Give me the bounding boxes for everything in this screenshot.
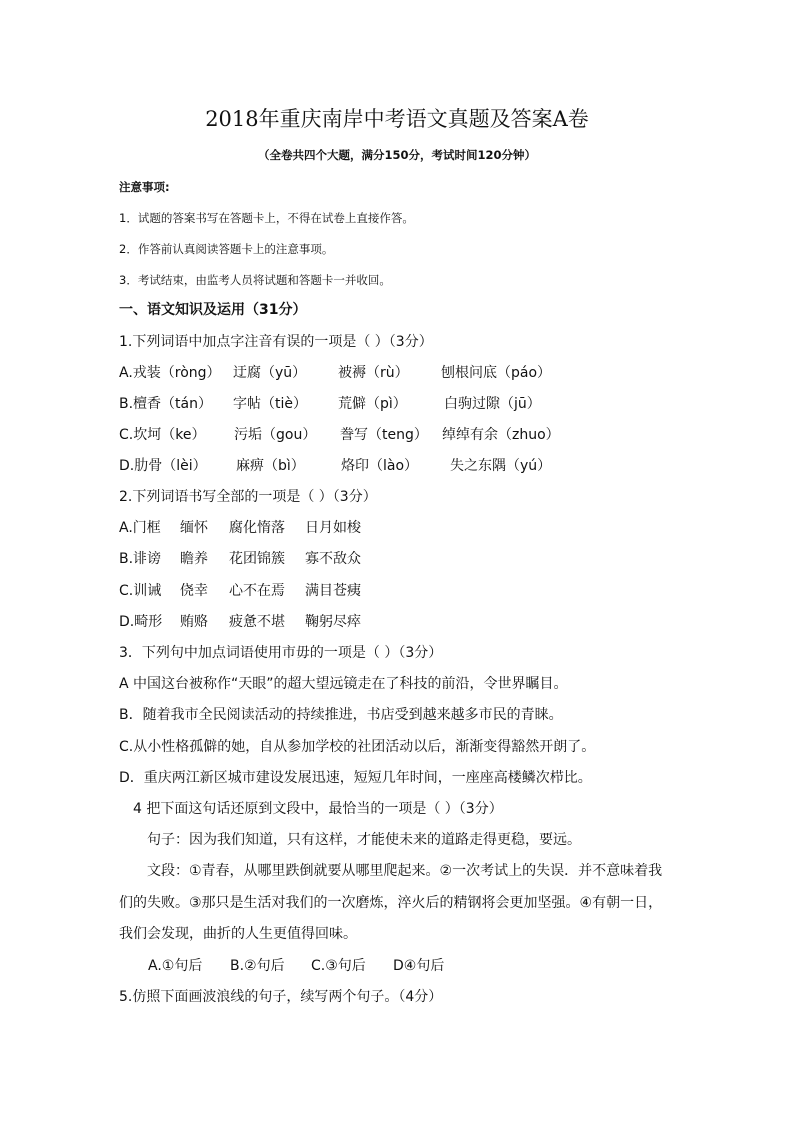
notice-heading: 注意事项: [119,180,170,194]
q4-option-d: D④句后 [393,958,445,974]
q2-option-b: B.诽谤 [119,551,162,567]
q2-option-d: D.畸形 [119,614,163,630]
notice-item: 3．考试结束，由监考人员将试题和答题卡一并收回。 [119,273,391,287]
q3-option-a: A 中国这台被称作“天眼”的超大望远镜走在了科技的前沿，令世界瞩目。 [119,676,568,692]
page-subtitle: （全卷共四个大题，满分150分，考试时间120分钟） [257,148,536,162]
q1-option-b-word: 字帖（tiè） [233,396,307,412]
q1-option-a-word: 被褥（rù） [338,365,409,381]
q2-option-c: C.训诫 [119,583,162,599]
question-2-stem: 2.下列词语书写全部的一项是（ ）（3分） [119,489,377,505]
notice-item: 1．试题的答案书写在答题卡上，不得在试卷上直接作答。 [119,211,414,225]
section-heading: 一、语文知识及运用（31分） [119,302,307,318]
q3-option-c: C.从小性格孤僻的她，自从参加学校的社团活动以后，渐渐变得豁然开朗了。 [119,739,596,755]
q1-option-b-word: 白驹过隙（jū） [444,396,541,412]
q2-option-d-word: 贿赂 [180,614,208,630]
q1-option-d: D.肋骨（lèi） [119,458,207,474]
q1-option-a-word: 迂腐（yū） [233,365,307,381]
q1-option-c-word: 誊写（teng） [340,427,428,443]
q4-sentence: 句子：因为我们知道，只有这样，才能使未来的道路走得更稳，要远。 [147,832,581,848]
question-4-stem: 4 把下面这句话还原到文段中，最恰当的一项是（ ）（3分） [133,801,503,817]
q1-option-d-word: 烙印（lào） [341,458,419,474]
q1-option-a: A.戎装（ròng） [119,365,221,381]
q2-option-d-word: 鞠躬尽瘁 [305,614,361,630]
q2-option-a: A.门框 [119,520,161,536]
q2-option-c-word: 侥幸 [180,583,208,599]
q2-option-d-word: 疲惫不堪 [229,614,285,630]
q3-option-d: D．重庆两江新区城市建设发展迅速，短短几年时间，一座座高楼鳞次栉比。 [119,770,592,786]
q1-option-d-word: 失之东隅（yú） [450,458,552,474]
q2-option-a-word: 缅怀 [180,520,208,536]
q4-passage-line: 我们会发现，曲折的人生更值得回味。 [119,926,357,942]
q4-option-a: A.①句后 [148,958,203,974]
notice-item: 2．作答前认真阅读答题卡上的注意事项。 [119,242,334,256]
q1-option-c-word: 污垢（gou） [234,427,317,443]
q4-option-b: B.②句后 [230,958,285,974]
question-5-stem: 5.仿照下面画波浪线的句子，续写两个句子。（4分） [119,989,443,1005]
q1-option-a-word: 刨根问底（páo） [441,365,552,381]
q2-option-c-word: 满目苍痍 [305,583,361,599]
q2-option-a-word: 腐化惰落 [229,520,285,536]
q2-option-c-word: 心不在焉 [229,583,285,599]
q1-option-d-word: 麻痹（bì） [236,458,305,474]
q2-option-b-word: 花团锦簇 [229,551,285,567]
q3-option-b: B．随着我市全民阅读活动的持续推进，书店受到越来越多市民的青睐。 [119,707,563,723]
q1-option-c: C.坎坷（ke） [119,427,206,443]
q1-option-c-word: 绰绰有余（zhuo） [442,427,560,443]
q1-option-b: B.檀香（tán） [119,396,212,412]
q4-passage-line: 们的失败。③那只是生活对我们的一次磨炼，淬火后的精钢将会更加坚强。④有朝一日， [119,895,663,911]
q1-option-b-word: 荒僻（pì） [338,396,407,412]
question-3-stem: 3．下列句中加点词语使用市毋的一项是（ ）（3分） [119,645,443,661]
q4-passage-line: 文段：①青春，从哪里跌倒就要从哪里爬起来。②一次考试上的失误．并不意味着我 [147,863,663,879]
q2-option-a-word: 日月如梭 [305,520,361,536]
q2-option-b-word: 寡不敌众 [305,551,361,567]
page-title: 2018年重庆南岸中考语文真题及答案A卷 [205,107,589,131]
q4-option-c: C.③句后 [311,958,366,974]
question-1-stem: 1.下列词语中加点字注音有误的一项是（ ）（3分） [119,334,433,350]
q2-option-b-word: 瞻养 [180,551,208,567]
